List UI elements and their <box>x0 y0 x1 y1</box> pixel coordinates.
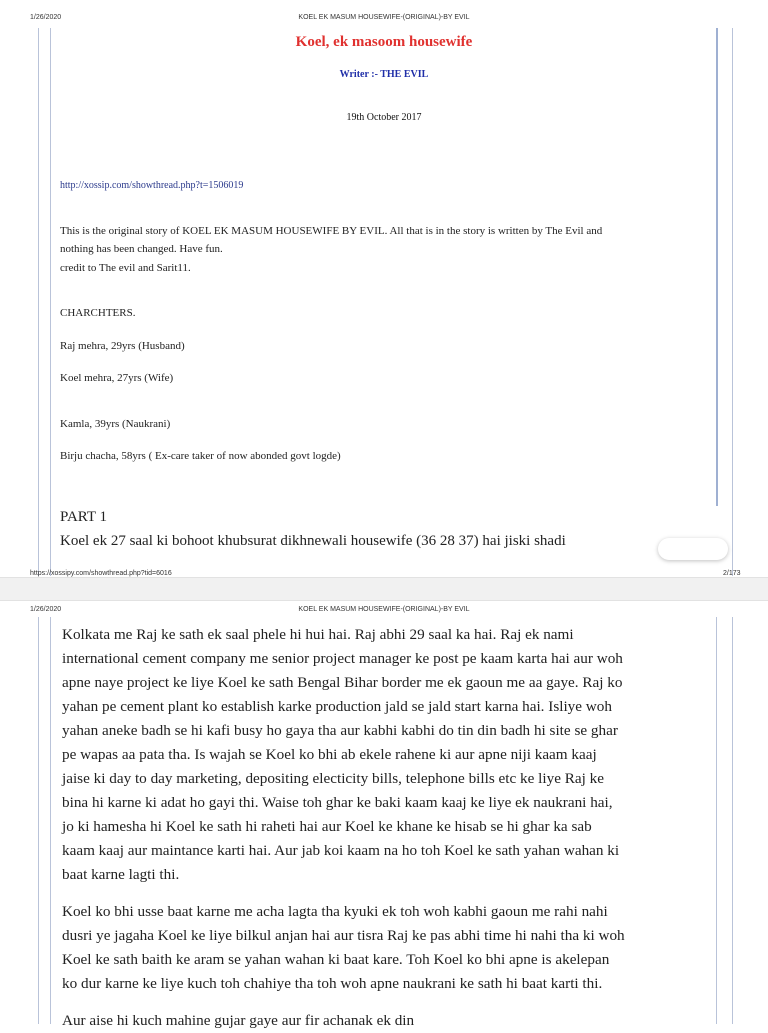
page2-header-title: KOEL EK MASUM HOUSEWIFE-(ORIGINAL)-BY EVIL <box>298 606 470 613</box>
page1-frame-left-outer <box>38 28 39 576</box>
characters-heading: CHARCHTERS. <box>60 307 136 319</box>
p2-line: ko dur karne ke liye kuch toh chahiye tha toh woh apne naukrani ke sath hi baat karti thi. <box>62 975 603 992</box>
intro-line-3: credit to The evil and Sarit11. <box>60 262 191 274</box>
source-link[interactable]: http://xossip.com/showthread.php?t=1506019 <box>60 180 244 191</box>
story-paragraph-3 <box>62 1009 712 1033</box>
p2-line: Koel ke sath baith ke aram se yahan wahan ki baat kare. Toh Koel ko bhi apne is akelepan <box>62 951 610 968</box>
story-paragraph-2 <box>62 900 712 996</box>
page-separator <box>0 577 768 601</box>
page1-footer-url: https://xossipy.com/showthread.php?tid=6016 <box>30 570 172 577</box>
p1-line: bina hi karne ki adat ho gayi thi. Waise toh ghar ke baki kaam kaaj ke liye ek naukrani hai, <box>62 794 613 811</box>
intro-line-2: nothing has been changed. Have fun. <box>60 243 223 255</box>
character-3: Kamla, 39yrs (Naukrani) <box>60 418 171 430</box>
character-1: Raj mehra, 29yrs (Husband) <box>60 340 185 352</box>
page1-header-date: 1/26/2020 <box>30 14 62 21</box>
page2-frame-right-outer <box>732 617 733 1024</box>
intro-line-1: This is the original story of KOEL EK MASUM HOUSEWIFE BY EVIL. All that is in the story is written by The Evil and <box>60 225 603 237</box>
page1-frame-left-inner <box>50 28 51 576</box>
p1-line: apne naye project ke liye Koel ke sath Bengal Bihar border me ek gaoun me aa gaye. Raj ko <box>62 674 623 691</box>
page2-header-date: 1/26/2020 <box>30 606 62 613</box>
writer-label: Writer :- <box>339 69 378 80</box>
p1-line: jo ki hamesha hi Koel ke sath hi raheti hai aur Koel ke khane ke hisab se hi ghar ka sab <box>62 818 592 835</box>
story-title: Koel, ek masoom housewife <box>295 34 473 50</box>
p1-line: yahan aneke badh se hi kafi busy ho gaya tha aur kabhi kabhi do tin din badh hi site se ghar <box>62 722 618 739</box>
p2-line: Koel ko bhi usse baat karne me acha lagta tha kyuki ek toh woh kabhi gaoun me rahi nahi <box>62 903 608 920</box>
p1-line: jaise ki day to day marketing, depositing electicity bills, telephone bills etc ke liye Raj ke <box>62 770 604 787</box>
writer-line <box>0 69 768 80</box>
p1-line: international cement company me senior project manager ke post pe kaam karta hai aur woh <box>62 650 623 667</box>
floating-pill-button[interactable] <box>658 538 728 560</box>
publish-date: 19th October 2017 <box>346 112 422 123</box>
story-paragraph-1 <box>62 623 712 887</box>
p2-line: dusri ye jagaha Koel ke liye bilkul anjan hai aur tisra Raj ke pas abhi time hi nahi tha ki woh <box>62 927 625 944</box>
first-story-line: Koel ek 27 saal ki bohoot khubsurat dikhnewali housewife (36 28 37) hai jiski shadi <box>60 533 566 549</box>
p1-line: baat karne lagti thi. <box>62 866 180 883</box>
writer-name: THE EVIL <box>380 69 429 80</box>
p1-line: Kolkata me Raj ke sath ek saal phele hi hui hai. Raj abhi 29 saal ka hai. Raj ek nami <box>62 626 574 643</box>
p1-line: kaam kaaj aur maintance karti hai. Aur jab koi kaam na ho toh Koel ke sath yahan wahan ki <box>62 842 620 859</box>
page2-frame-left-outer <box>38 617 39 1024</box>
page1-frame-right-inner <box>716 28 718 506</box>
page1-header-title: KOEL EK MASUM HOUSEWIFE-(ORIGINAL)-BY EVIL <box>298 14 470 21</box>
character-4: Birju chacha, 58yrs ( Ex-care taker of now abonded govt logde) <box>60 450 341 462</box>
p1-line: yahan pe cement plant ko establish karke production jald se jald start karna hai. Isliye woh <box>62 698 612 715</box>
character-2: Koel mehra, 27yrs (Wife) <box>60 372 174 384</box>
page2-frame-left-inner <box>50 617 51 1024</box>
p1-line: pe wapas aa pata tha. Is wajah se Koel ko bhi ab ekele rahene ki aur apne niji kaam kaaj <box>62 746 597 763</box>
part-heading: PART 1 <box>60 509 108 525</box>
page1-footer-page: 2/173 <box>723 570 741 577</box>
page2-frame-right-inner <box>716 617 717 1024</box>
page1-frame-right-outer <box>732 28 733 576</box>
p3-line: Aur aise hi kuch mahine gujar gaye aur fir achanak ek din <box>62 1012 415 1029</box>
